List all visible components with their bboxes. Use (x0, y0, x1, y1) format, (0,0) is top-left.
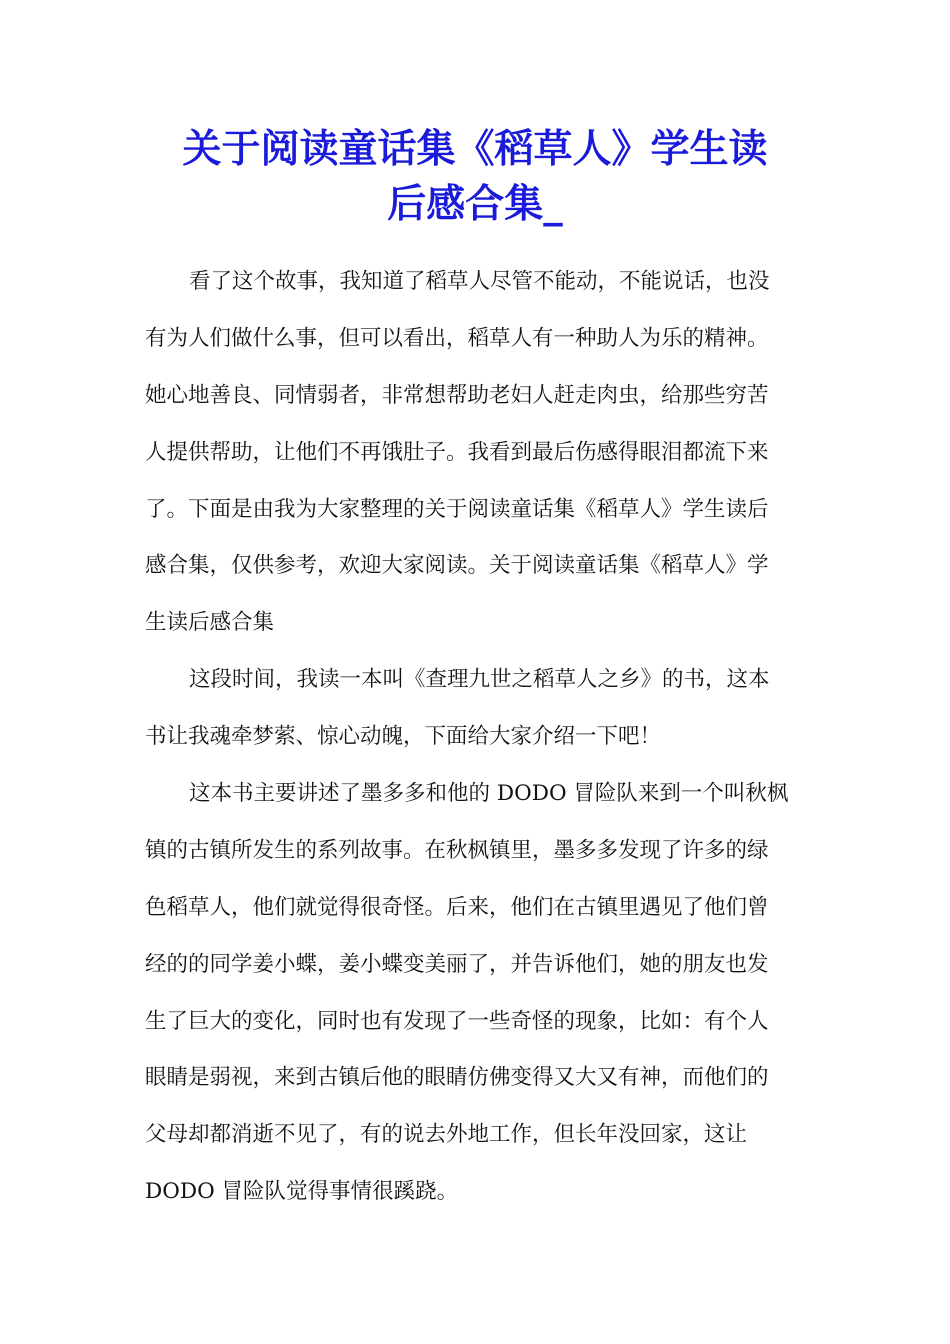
title-line: 后感合集_ (387, 181, 563, 227)
paragraph-line: DODO 冒险队觉得事情很蹊跷。 (145, 1179, 459, 1205)
paragraph-line: 人提供帮助，让他们不再饿肚子。我看到最后伤感得眼泪都流下来 (145, 439, 769, 465)
paragraph-line: 父母却都消逝不见了，有的说去外地工作，但长年没回家，这让 (145, 1122, 748, 1148)
document-title (120, 122, 830, 232)
title-line: 关于阅读童话集《稻草人》学生读 (182, 126, 768, 172)
paragraph-line: 这段时间，我读一本叫《查理九世之稻草人之乡》的书，这本 (189, 667, 770, 693)
paragraph-line: 看了这个故事，我知道了稻草人尽管不能动，不能说话，也没 (189, 269, 770, 294)
paragraph-line: 她心地善良、同情弱者，非常想帮助老妇人赶走肉虫，给那些穷苦 (145, 382, 769, 408)
paragraph-line: 了。下面是由我为大家整理的关于阅读童话集《稻草人》学生读后 (145, 496, 769, 522)
paragraph-line: 眼睛是弱视，来到古镇后他的眼睛仿佛变得又大又有神，而他们的 (145, 1065, 769, 1091)
paragraph-line: 书让我魂牵梦萦、惊心动魄，下面给大家介绍一下吧！ (145, 724, 662, 750)
paragraph-line: 色稻草人，他们就觉得很奇怪。后来，他们在古镇里遇见了他们曾 (145, 894, 769, 920)
paragraph-line: 生读后感合集 (145, 610, 275, 636)
paragraph-line: 这本书主要讲述了墨多多和他的 DODO 冒险队来到一个叫秋枫 (189, 781, 789, 807)
paragraph-line: 感合集，仅供参考，欢迎大家阅读。关于阅读童话集《稻草人》学 (145, 553, 769, 579)
paragraph-line: 镇的古镇所发生的系列故事。在秋枫镇里，墨多多发现了许多的绿 (145, 837, 769, 863)
paragraph-line: 经的的同学姜小蝶，姜小蝶变美丽了，并告诉他们，她的朋友也发 (145, 951, 769, 977)
document-body (145, 254, 809, 1221)
paragraph-line: 有为人们做什么事，但可以看出，稻草人有一种助人为乐的精神。 (145, 325, 769, 351)
paragraph-line: 生了巨大的变化，同时也有发现了一些奇怪的现象，比如：有个人 (145, 1008, 769, 1034)
